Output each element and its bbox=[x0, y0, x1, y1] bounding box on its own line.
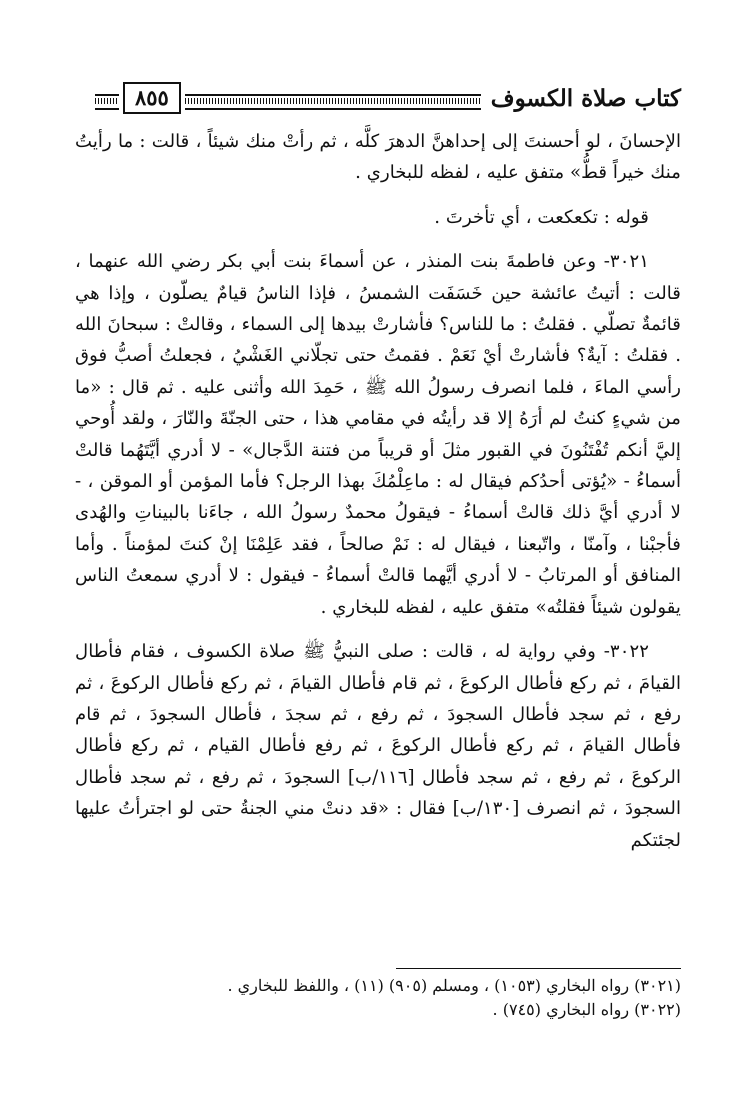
header-ornamental-rule-end bbox=[95, 94, 119, 110]
footnotes bbox=[75, 974, 681, 1022]
page-number: ٨٥٥ bbox=[123, 82, 181, 114]
header-ornamental-rule bbox=[185, 94, 481, 110]
running-header bbox=[95, 74, 681, 114]
paragraph-continuation: الإحسانَ ، لو أحسنتَ إلى إحداهنَّ الدهرَ كلَّه ، ثم رأتْ منك شيئاً ، قالت : ما رأيتُ منك خيراً قطُّ» متفق عليه ، لفظه للبخاري . bbox=[75, 131, 681, 184]
footnote-separator bbox=[396, 968, 681, 969]
body-text bbox=[75, 126, 681, 856]
paragraph-hadith-3021: ٣٠٢١- وعن فاطمةَ بنت المنذر ، عن أسماءَ بنت أبي بكر رضي الله عنهما ، قالت : أتيتُ عائشة حين خَسَفَت الشمسُ ، فإذا الناسُ قيامٌ يصلّون ، وإذا هي قائمةٌ تصلّي . فقلتُ : ما للناس؟ فأشارتْ بيدها إلى السماء ، وقالتْ : سبحانَ الله . فقلتُ : آيةٌ؟ فأشارتْ أيْ نَعَمْ . فقمتُ حتى تجلّاني الغَشْيُ ، فجعلتُ أصبُّ فوق رأسي الماءَ ، فلما انصرف رسولُ الله ﷺ ، حَمِدَ الله وأثنى عليه . ثم قال : «ما من شيءٍ كنتُ لم أرَهُ إلا قد رأيتُه في مقامي هذا ، حتى الجنّةَ والنّارَ ، ولقد أُوحي إليَّ أنكم تُفْتَنُونَ في القبور مثلَ أو قريباً من فتنة الدَّجال» - لا أدري أيَّتَهُما قالتْ أسماءُ - «يُؤتى أحدُكم فيقال له : ماعِلْمُكَ بهذا الرجل؟ فأما المؤمن أو الموقن ، - لا أدري أيَّ ذلك قالتْ أسماءُ - فيقولُ محمدٌ رسولُ الله ، جاءَنا بالبيناتِ والهُدى فأجبْنا ، وآمنّا ، واتّبعنا ، فيقال له : نَمْ صالحاً ، فقد عَلِمْنَا إنْ كنتَ لمؤمناً . وأما المنافق أو المرتابُ - لا أدري أيَّهما قالتْ أسماءُ - فيقول : لا أدري سمعتُ الناس يقولون شيئاً فقلتُه» متفق عليه ، لفظه للبخاري . bbox=[75, 251, 681, 618]
paragraph-gloss: قوله : تكعكعت ، أي تأخرتَ . bbox=[434, 206, 649, 228]
footnote-3022: (٣٠٢٢) رواه البخاري (٧٤٥) . bbox=[492, 1000, 681, 1019]
paragraph-hadith-3022: ٣٠٢٢- وفي رواية له ، قالت : صلى النبيُّ ﷺ صلاة الكسوف ، فقام فأطال القيامَ ، ثم ركع فأطال الركوعَ ، ثم قام فأطال القيامَ ، ثم ركع فأطال الركوعَ ، ثم رفع ، ثم سجد فأطال السجودَ ، ثم رفع ، ثم سجدَ ، فأطال السجودَ ، ثم قام فأطال القيامَ ، ثم ركع فأطال الركوعَ ، ثم رفع فأطال القيام ، ثم ركع فأطال الركوعَ ، ثم رفع ، ثم سجد فأطال [١١٦/ب] السجودَ ، ثم رفع ، ثم سجد فأطال السجودَ ، ثم انصرف [١٣٠/ب] فقال : «قد دنتْ مني الجنةُ حتى لو اجترأتُ عليها لجئتكم bbox=[75, 641, 682, 851]
footnote-3021: (٣٠٢١) رواه البخاري (١٠٥٣) ، ومسلم (٩٠٥) (١١) ، واللفظ للبخاري . bbox=[227, 976, 681, 995]
book-title: كتاب صلاة الكسوف bbox=[490, 85, 681, 112]
